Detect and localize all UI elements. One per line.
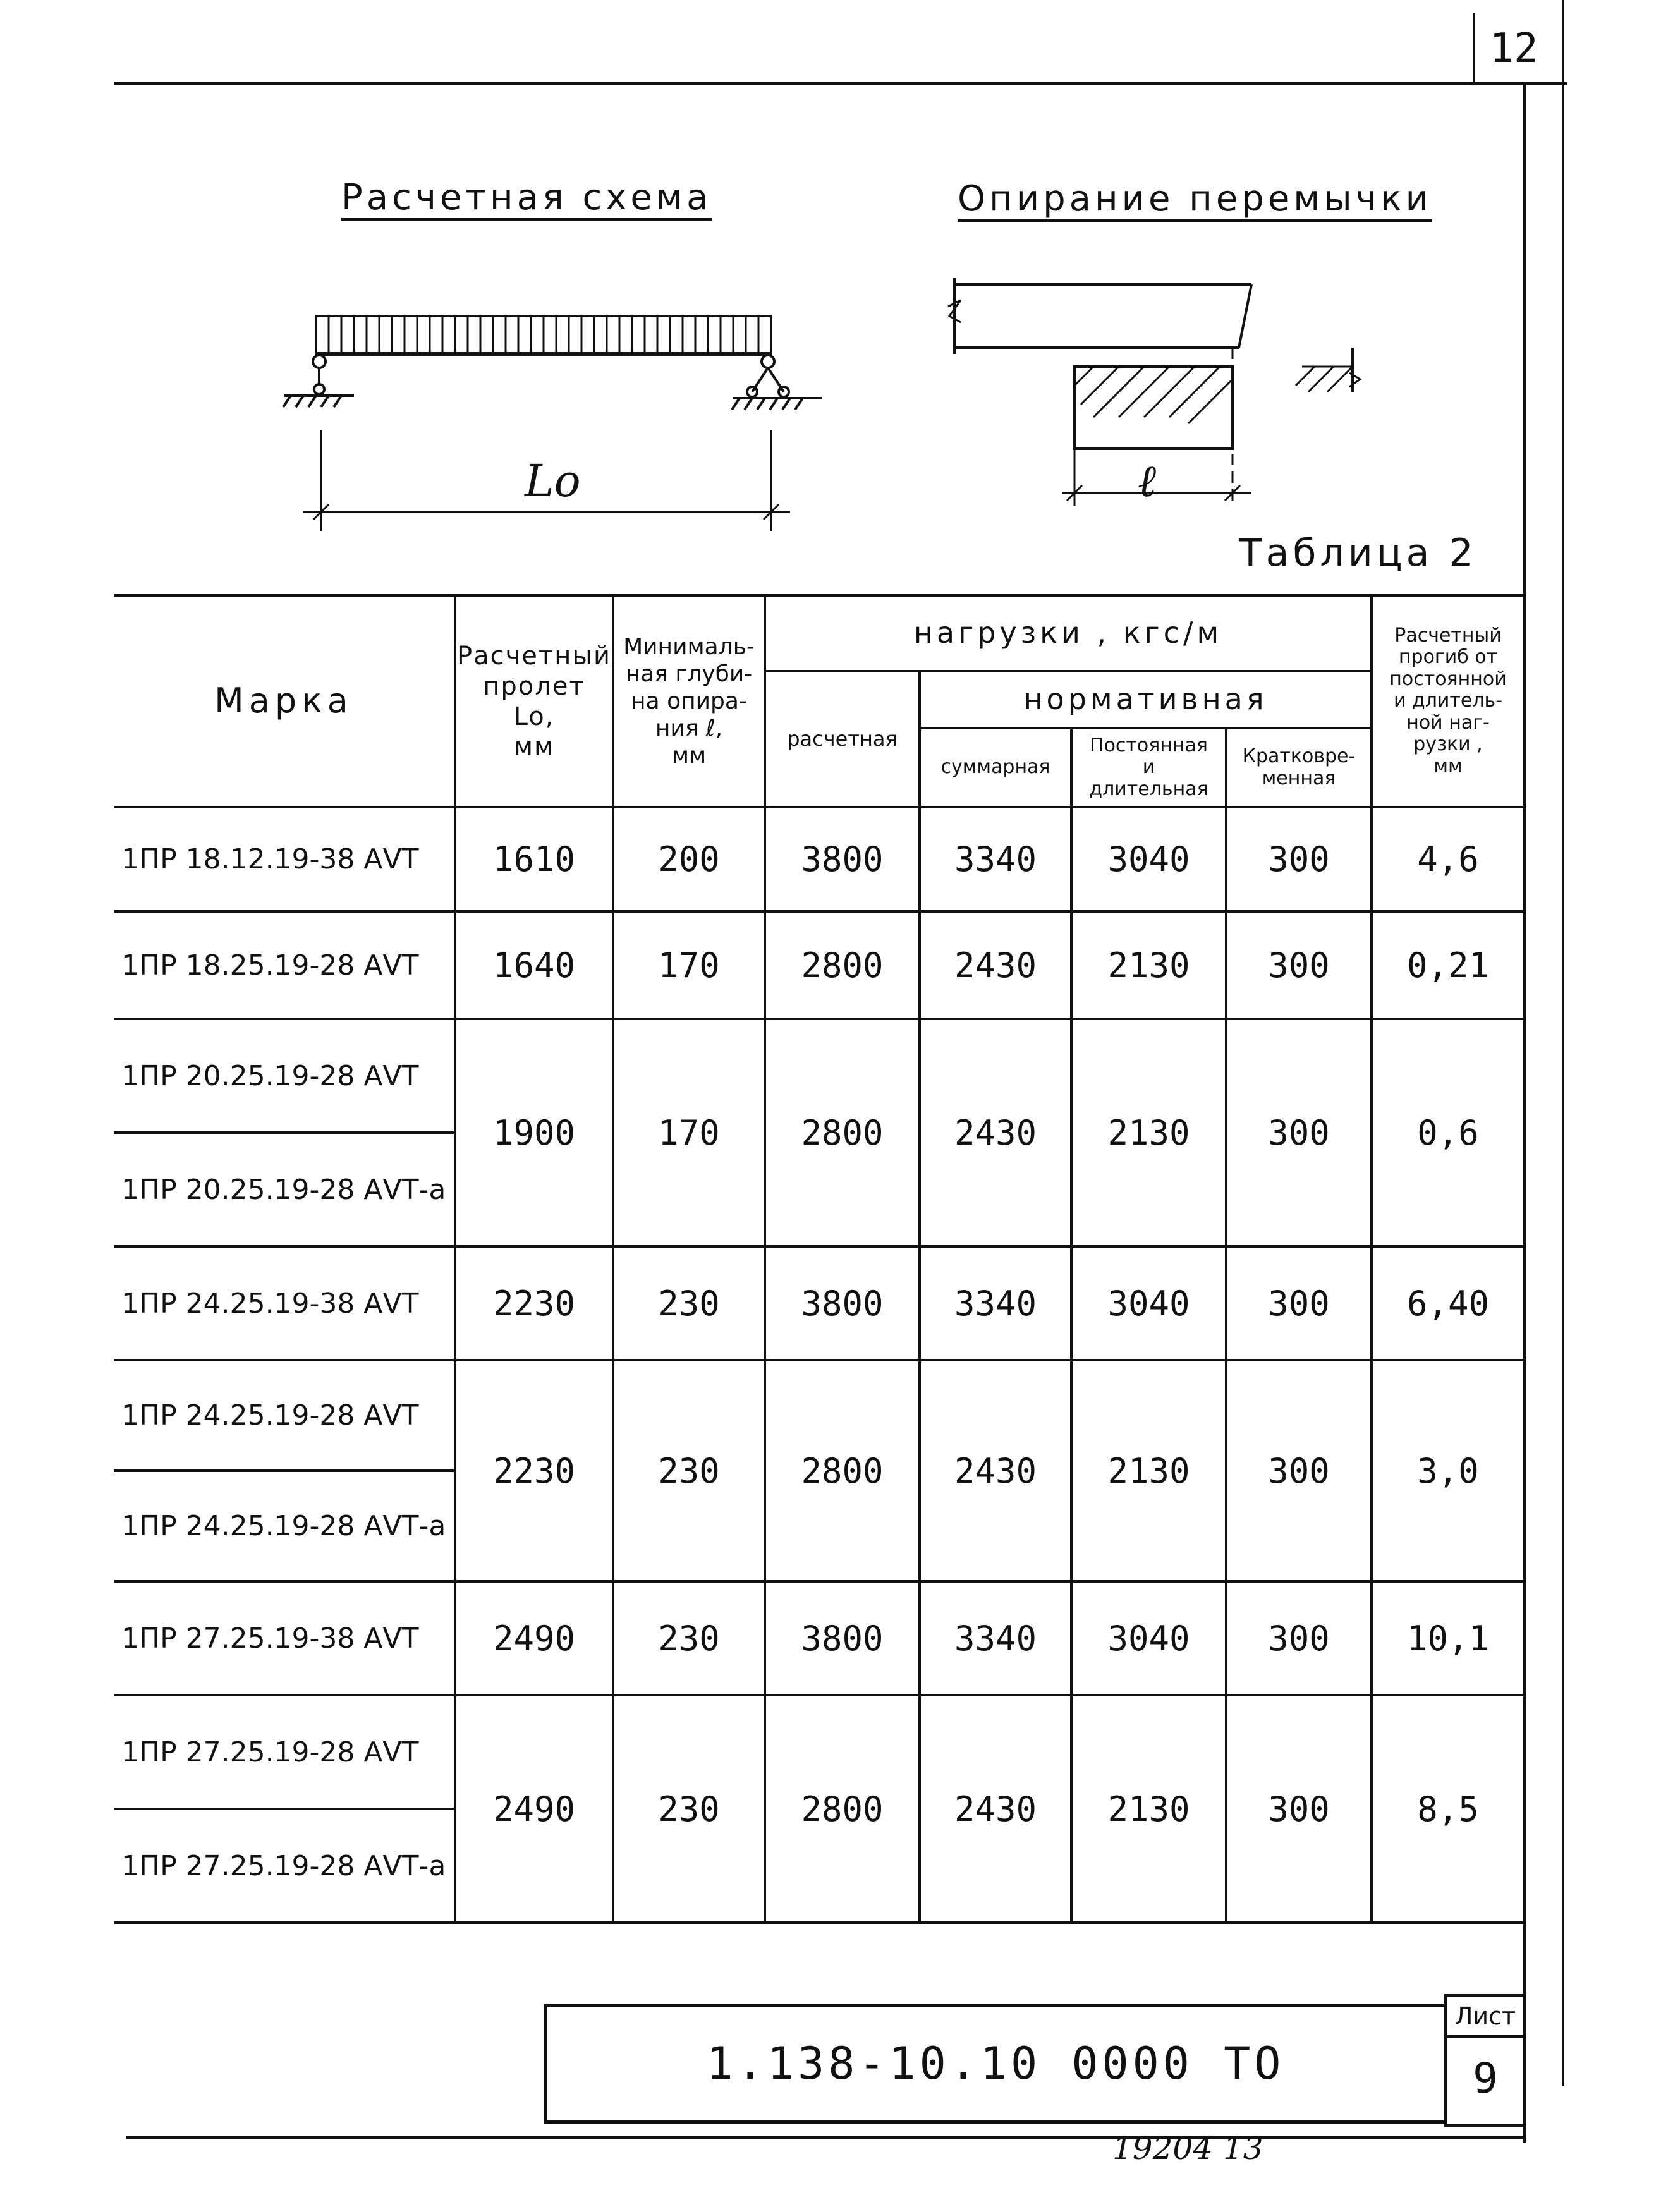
total-load-cell: 3340	[920, 807, 1071, 911]
span-dimension-label: Lo	[525, 455, 581, 507]
deflection-cell: 3,0	[1372, 1360, 1523, 1581]
frame-right-outer-line	[1562, 0, 1564, 2086]
depth-cell: 230	[613, 1360, 765, 1581]
span-cell: 1900	[455, 1019, 613, 1246]
span-cell: 2490	[455, 1695, 613, 1923]
col-header-deflection: Расчетный прогиб от постоянной и длитель- ной наг- рузки , мм	[1372, 595, 1523, 807]
span-cell: 2230	[455, 1360, 613, 1581]
design-load-cell: 2800	[765, 1695, 920, 1923]
col-header-permanent: Постоянная и длительная	[1071, 728, 1226, 807]
permanent-load-cell: 2130	[1071, 1360, 1226, 1581]
table-row	[114, 1695, 1523, 1809]
span-cell: 2490	[455, 1581, 613, 1695]
mark-cell: 1ПР 18.25.19-28 АⅤТ	[114, 911, 455, 1019]
scheme-heading: Расчетная схема	[341, 177, 712, 218]
deflection-cell: 10,1	[1372, 1581, 1523, 1695]
frame-bottom-line	[126, 2136, 1526, 2139]
deflection-cell: 0,6	[1372, 1019, 1523, 1246]
total-load-cell: 3340	[920, 1246, 1071, 1360]
short-load-cell: 300	[1226, 1246, 1372, 1360]
mark-cell: 1ПР 20.25.19-28 АⅤТ	[114, 1019, 455, 1133]
col-header-mark: Марка	[114, 595, 455, 807]
frame-top-line	[114, 82, 1567, 85]
short-load-cell: 300	[1226, 1695, 1372, 1923]
total-load-cell: 2430	[920, 1019, 1071, 1246]
depth-dimension-label: ℓ	[1138, 455, 1157, 507]
table-row	[114, 1019, 1523, 1133]
support-heading: Опирание перемычки	[958, 178, 1433, 219]
depth-cell: 170	[613, 1019, 765, 1246]
design-load-cell: 2800	[765, 1360, 920, 1581]
total-load-cell: 2430	[920, 1360, 1071, 1581]
design-load-cell: 3800	[765, 1581, 920, 1695]
short-load-cell: 300	[1226, 1360, 1372, 1581]
table-row	[114, 1246, 1523, 1360]
design-load-cell: 2800	[765, 911, 920, 1019]
mark-cell: 1ПР 27.25.19-38 АⅤТ	[114, 1581, 455, 1695]
col-header-depth: Минималь- ная глуби- на опира- ния ℓ, мм	[613, 595, 765, 807]
table-title: Таблица 2	[1239, 531, 1477, 575]
table-row	[114, 1360, 1523, 1471]
depth-cell: 230	[613, 1695, 765, 1923]
depth-cell: 170	[613, 911, 765, 1019]
short-load-cell: 300	[1226, 1019, 1372, 1246]
col-header-total: суммарная	[920, 728, 1071, 807]
depth-cell: 230	[613, 1246, 765, 1360]
deflection-cell: 8,5	[1372, 1695, 1523, 1923]
span-cell: 1640	[455, 911, 613, 1019]
mark-cell: 1ПР 27.25.19-28 АⅤТ	[114, 1695, 455, 1809]
design-scheme-diagram	[265, 303, 847, 544]
design-load-cell: 3800	[765, 807, 920, 911]
spec-table	[114, 594, 1523, 1924]
depth-cell: 230	[613, 1581, 765, 1695]
page-number: 12	[1489, 25, 1538, 72]
mark-cell: 1ПР 24.25.19-28 АⅤТ-а	[114, 1471, 455, 1581]
table-row	[114, 807, 1523, 911]
sheet-number: 9	[1473, 2054, 1498, 2103]
table-row	[114, 1581, 1523, 1695]
mark-cell: 1ПР 24.25.19-38 АⅤТ	[114, 1246, 455, 1360]
deflection-cell: 6,40	[1372, 1246, 1523, 1360]
footer-note: 19204 13	[1112, 2130, 1263, 2167]
permanent-load-cell: 2130	[1071, 1019, 1226, 1246]
col-header-normative: нормативная	[920, 671, 1372, 728]
total-load-cell: 2430	[920, 911, 1071, 1019]
mark-cell: 1ПР 27.25.19-28 АⅤТ-а	[114, 1809, 455, 1923]
total-load-cell: 3340	[920, 1581, 1071, 1695]
deflection-cell: 0,21	[1372, 911, 1523, 1019]
col-header-short: Кратковре- менная	[1226, 728, 1372, 807]
short-load-cell: 300	[1226, 807, 1372, 911]
frame-right-line	[1523, 82, 1526, 2143]
span-cell: 1610	[455, 807, 613, 911]
support-detail-diagram	[935, 253, 1403, 531]
col-header-loads: нагрузки , кгс/м	[765, 595, 1372, 671]
permanent-load-cell: 2130	[1071, 1695, 1226, 1923]
col-header-design: расчетная	[765, 671, 920, 807]
permanent-load-cell: 3040	[1071, 1246, 1226, 1360]
sheet-label: Лист	[1447, 1997, 1523, 2038]
sheet-box	[1444, 1994, 1526, 2127]
span-cell: 2230	[455, 1246, 613, 1360]
permanent-load-cell: 2130	[1071, 911, 1226, 1019]
mark-cell: 1ПР 18.12.19-38 АⅤТ	[114, 807, 455, 911]
col-header-span: Расчетный пролет Lo, мм	[455, 595, 613, 807]
design-load-cell: 2800	[765, 1019, 920, 1246]
total-load-cell: 2430	[920, 1695, 1071, 1923]
table-row	[114, 911, 1523, 1019]
depth-cell: 200	[613, 807, 765, 911]
title-block-code: 1.138-10.10 0000 ТО	[544, 2004, 1447, 2124]
short-load-cell: 300	[1226, 911, 1372, 1019]
short-load-cell: 300	[1226, 1581, 1372, 1695]
permanent-load-cell: 3040	[1071, 807, 1226, 911]
permanent-load-cell: 3040	[1071, 1581, 1226, 1695]
mark-cell: 1ПР 24.25.19-28 АⅤТ	[114, 1360, 455, 1471]
deflection-cell: 4,6	[1372, 807, 1523, 911]
design-load-cell: 3800	[765, 1246, 920, 1360]
mark-cell: 1ПР 20.25.19-28 АⅤТ-а	[114, 1133, 455, 1246]
